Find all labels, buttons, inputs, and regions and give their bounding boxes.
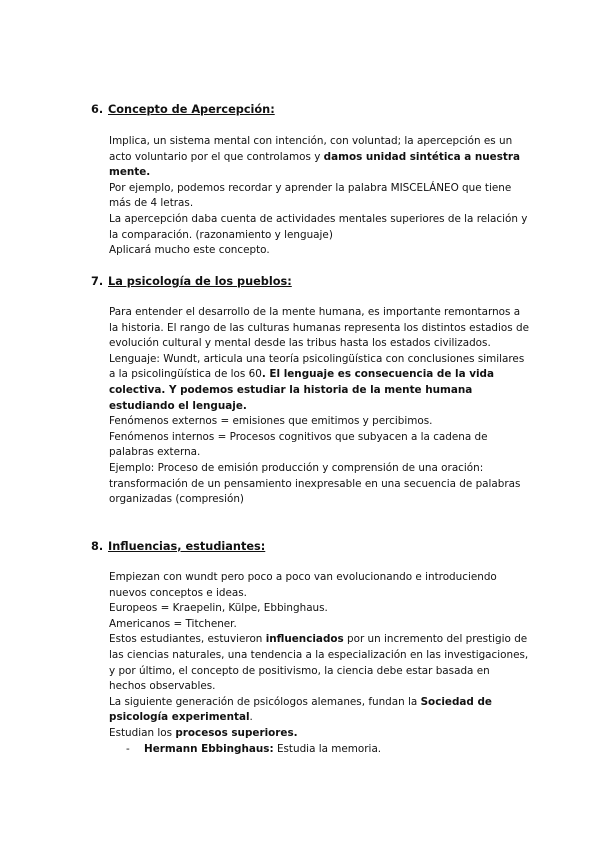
paragraph: Fenómenos externos = emisiones que emitimos y percibimos.: [109, 415, 433, 428]
paragraph: Para entender el desarrollo de la mente humana, es importante remontarnos a la historia. El rango de las culturas humanas representa los distintos estadios de evolución cultural y mental desde las tribus hasta los estados civilizados.: [109, 306, 529, 350]
bold-text: influenciados: [265, 633, 344, 646]
paragraph: La apercepción daba cuenta de actividades mentales superiores de la relación y la comparación. (razonamiento y lenguaje): [109, 212, 528, 241]
text-run: Lenguaje: Wundt, articula una teoría psicolingüística con conclusiones similares a la psicolingüística de los 60: [109, 352, 525, 381]
paragraph: [109, 726, 529, 742]
bullet-dash: -: [126, 742, 130, 755]
section-8-heading: [91, 540, 265, 554]
section-6-body: [109, 134, 529, 259]
section-number: 6.: [91, 103, 104, 116]
text-run: por un incremento del prestigio de las ciencias naturales, una tendencia a la especialización en las investigaciones, y por último, el concepto de positivismo, la ciencia debe estar basada en hechos observables.: [109, 633, 529, 693]
paragraph: Aplicará mucho este concepto.: [109, 244, 270, 257]
bold-text: Hermann Ebbinghaus:: [144, 742, 274, 755]
section-title: Concepto de Apercepción:: [108, 103, 275, 116]
section-number: 7.: [91, 275, 104, 288]
bold-text: procesos superiores.: [175, 726, 298, 739]
section-title: La psicología de los pueblos:: [108, 275, 292, 288]
bullet-item: [109, 742, 529, 758]
paragraph: Empiezan con wundt pero poco a poco van evolucionando e introduciendo nuevos conceptos e ideas.: [109, 571, 497, 599]
text-run: Estudia la memoria.: [273, 742, 382, 755]
text-run: Estudian los: [109, 726, 176, 739]
text-run: .: [249, 711, 253, 724]
bold-text: Sociedad de psicología experimental: [109, 695, 492, 724]
text-run: La siguiente generación de psicólogos alemanes, fundan la: [109, 695, 421, 708]
paragraph: Ejemplo: Proceso de emisión producción y comprensión de una oración: transformación de un pensamiento inexpresable en una secuencia de palabras organizadas (compresión): [109, 461, 521, 506]
paragraph: Europeos = Kraepelin, Külpe, Ebbinghaus.: [109, 602, 328, 615]
section-6-heading: [91, 103, 275, 117]
paragraph: [109, 134, 529, 181]
bold-text: . El lenguaje es consecuencia de la vida colectiva. Y podemos estudiar la historia de la mente humana estudiando el lenguaje.: [109, 368, 494, 412]
section-8-body: [109, 570, 529, 757]
paragraph: [109, 695, 529, 726]
paragraph: Fenómenos internos = Procesos cognitivos que subyacen a la cadena de palabras externa.: [109, 430, 488, 459]
paragraph: Americanos = Titchener.: [109, 617, 237, 630]
section-number: 8.: [91, 540, 104, 553]
section-7-heading: [91, 275, 292, 289]
bold-text: damos unidad sintética a nuestra mente.: [109, 150, 520, 179]
paragraph: [109, 352, 529, 414]
paragraph: Por ejemplo, podemos recordar y aprender la palabra MISCELÁNEO que tiene más de 4 letras.: [109, 181, 512, 210]
section-7-body: [109, 305, 529, 508]
text-run: Implica, un sistema mental con intención, con voluntad; la apercepción es un acto voluntario por el que controlamos y: [109, 135, 513, 163]
paragraph: [109, 632, 529, 694]
text-run: Estos estudiantes, estuvieron: [109, 633, 266, 646]
section-title: Influencias, estudiantes:: [108, 540, 266, 553]
